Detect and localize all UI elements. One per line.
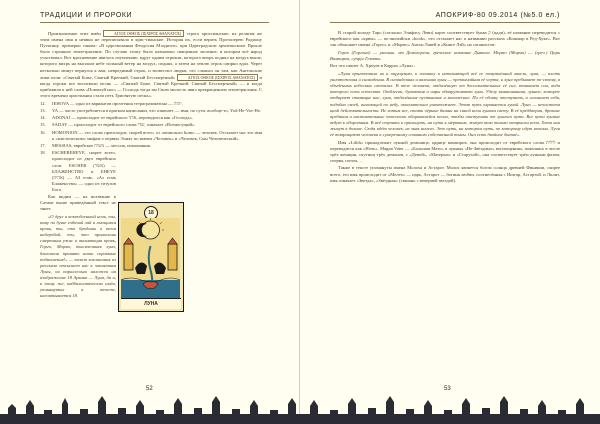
- list-item: [40, 130, 262, 142]
- list-item-number: 13.: [40, 107, 46, 113]
- paragraph-text: и когда отроки все воспевали песнь — «Святый Боже, Святый Крепкий, Святый Бессмертный» — и когда прибавили к ней слова «Помилуй нас» — Господь тогда им Свою милость явил прекращением землетрясения. С этого времени христианин стали петь Трисвятую песнь».: [40, 74, 262, 98]
- list-item-number: 17.: [40, 143, 46, 149]
- list-item-text: ESCHEREHEYE, скорее всего, происходит из двух еврейских слов: ESCHER (אשר) — БЛАЖЕНСТВО и EHEYE (אהיה) — АЗ есмь. «Аз есмь Блаженство» — одно из титулов Бога.: [52, 150, 116, 192]
- list-item-number: 16.: [40, 129, 46, 135]
- list-item: [40, 101, 262, 107]
- paragraph: Также в тексте упомянуты имена Молоха и Астарот. Молох является богом солнца древней Финикии, скорее всего, его имя происходит от «Мелех» — царь, Астарот — богиня любви, соотнесённая с Иштар, Астартой, и Лилит, имя означает «Звезда», «Звёздная» (связано с вечерней звездой).: [330, 165, 560, 183]
- list-item: [40, 122, 262, 128]
- left-header-title: ТРАДИЦИИ И ПРОРОКИ: [40, 12, 133, 19]
- paragraph: В старой колоде Таро (согласно Элифасу Леви) карте соответствует буква ק (цади), её название переводится с еврейского как «крюк» — по-английски «hook», что отсылает нас к названию рассказа «Кошмар в Ред-Хуке». Вот так объясняет имена «Горго» и «Мормо» Антон Лавей в «Книге Лэй» на сатанистов:: [330, 30, 561, 48]
- list-item: [40, 150, 116, 193]
- list-item-number: 18.: [40, 150, 46, 156]
- list-item-text: ADONAI — происходит от еврейского אדני, переводится как «Господь».: [52, 115, 194, 121]
- list-item-text: HOMONION — это слово происходит, скорей всего, от латинского homo — человек. Отсылает нас это имя к «мистическим» мифам о первых Эонах по имени «Человек» и «Человек, Сын Человеческий».: [52, 129, 262, 141]
- moon-card-illustration: [121, 218, 180, 298]
- list-item: [40, 115, 262, 121]
- paragraph-text: Произношение этих имён: [48, 31, 101, 36]
- list-item-text: YA — часто употребляется в кратком написании, что означает — имя, по сути, вообще-то, Yod-He-Vav-He.: [52, 107, 262, 113]
- right-skyline-decoration: [300, 394, 600, 424]
- right-header-title: АПОКРИФ-80: [435, 12, 486, 19]
- card-label: ЛУНА: [121, 298, 181, 309]
- paragraph: Как видим — на воззвание к Сатане выше приведённый текст не тянет.: [40, 194, 116, 212]
- list-item-number: 15.: [40, 122, 46, 128]
- definition-paragraph: Горго (Горгона) — уменьш. от Демогоргон, греческое название Дьявола. Мормо (Мормо) — (греч.) Царь Вампиров, супруг Гекаты.: [330, 49, 560, 61]
- paragraph: [40, 30, 262, 99]
- list-item: [40, 108, 262, 114]
- greek-inscription: ΑΓΙΟΣ ΟΘΕΟΣ (ΙΣΧΙΡΟΣ ΑΘΑΝΑΤΟΣ): [177, 74, 258, 81]
- paragraph: Вот что пишет А. Хроуев в Каррах «Луна»:: [330, 63, 415, 69]
- paragraph-text: строго христианские, их религия же этим имена имя и неявно не переписывала в хрис-тианские. История их, если верить Протоиерею Родиону Путятину, примерно такова: «В царствовании Феодосия Младшего, при Цареградском архиепископе Прокле было страшное землетрясение. По случаю этому было назначено священное моление, в котором всё народ участвовал. Вот вдохновение явилось изумлению, вдруг одним отроком, которого вихрь поднял на воздух выше, которого вихрь на высоком небе сильный ветер на воздух, поднял, а затем на землю отрок смирно вдал. Через несколько минут вернулся к вам, невредимый отрок, и возвестил людям, что слышал он там, как Ангельские лики пели: «Святый Боже, Святый Крепкий, Святый Бессмертный»: [40, 31, 263, 80]
- left-page-number: 52: [146, 386, 153, 392]
- left-page-header: [40, 12, 269, 23]
- tarot-card-moon: [118, 202, 184, 312]
- list-item-number: 14.: [40, 115, 46, 121]
- greek-inscription: ΑΓΙΟΣ ΟΘΕΟΣ (ΙΣΧΙΡΟΣ ΑΘΑΝΑΤΟΣ): [103, 30, 184, 37]
- list-item: [40, 143, 262, 149]
- list-item-text: MESSIAS, еврейское משיח — мессия, помазанник.: [52, 143, 152, 149]
- right-page-body: [330, 30, 560, 185]
- names-list: [40, 101, 262, 193]
- paragraph: Имя «Lilith» принадлежит лунной демонице, царице вампиров, она происходит от еврейского слова לילית и переводится как «Ночь». Magna Vater — «Большая Мать» в лунных «Не-Звёздных» воплощениях, появляясь в числе трёх женщин, спутниц трёх демонов, с «Девой», «Матерью» и «Старухой», она соответствует трём лунным фазам, сперва, потом, ...: [330, 139, 560, 163]
- list-item-number: 12.: [40, 100, 46, 106]
- list-item-text: SADAY — происходит от еврейского слова שדי, означает «Всемогущий».: [52, 122, 196, 128]
- right-header-issue: 09.2014 (№5.0 ел.): [488, 12, 560, 19]
- right-page-number: 53: [444, 386, 451, 392]
- right-page: [300, 0, 600, 424]
- left-skyline-decoration: [0, 394, 300, 424]
- card-number: 18: [144, 206, 158, 220]
- quote-paragraph: «О друг и возлюбленный ночь, ты, кому по душе собачий лай и льющаяся кровь, ты, что бродишь в тени надгробий, ты, что приносишь смертным ужас и внимающая кровь, Горго, Мормо, тысячеликая луна, благоволи принять наши скромные подношения!» — текст заклинания из рассказа отсылает нас к заклятиям Луны, он параллельно наложен на изображение 18 Аркана — Луна, да и, к тому же, каббалистических имён, упомянутых в тексте, насчитывается 18.: [40, 213, 116, 299]
- right-page-header: [330, 12, 560, 23]
- quote-paragraph: «Луна приготовила их к ощущению, к излишку и наполняющей всё ее помутнённой мысли, луна, — плоть уничтожения и сновидения. В сновидениях и явлениях луны — чрезвычайная её черта, и луна пребывает по-своему, в обыденных небесных светилах. В теле человека, отдалённую от бессознательных её сил, возникает сон, вода которого есть естество. Отблески, дуновения и чары обнаруживают луна. Уделу вынашивания, лунное, которое отбирает ставящие нас, луна, отдалённые пустынные и магические. По её облику отступить, и оглашает себя, подобно своей, шагающей по небу, окончательно уничтожает. Этот путь охраняется луной. Луна — нечистота иной действительности. Не хотим все, стать чёрные башни на синей ночи лунном свету. В её преддверии, древние предания и настоятельные отголоски оборвавшейся песни, чтобы отступить от лунного пути. Все пути лунные ведут к оборотням. В неё ступить и прильнуть, на пути к мёртвым, живут там только отпрыски ночи. Хотя они живут в долине. Сюда идёт человек, не зная ничего. Это путь, на котором путь, по которому идут ночами. Лучи её возвращают человека к сумеречному сознанию собственной тьмы. Она есть двойное бытиё».: [330, 71, 560, 137]
- list-item-text: IEHOVA — одно из вариантов прочтения тетраграмматона — יהוה.: [52, 100, 183, 106]
